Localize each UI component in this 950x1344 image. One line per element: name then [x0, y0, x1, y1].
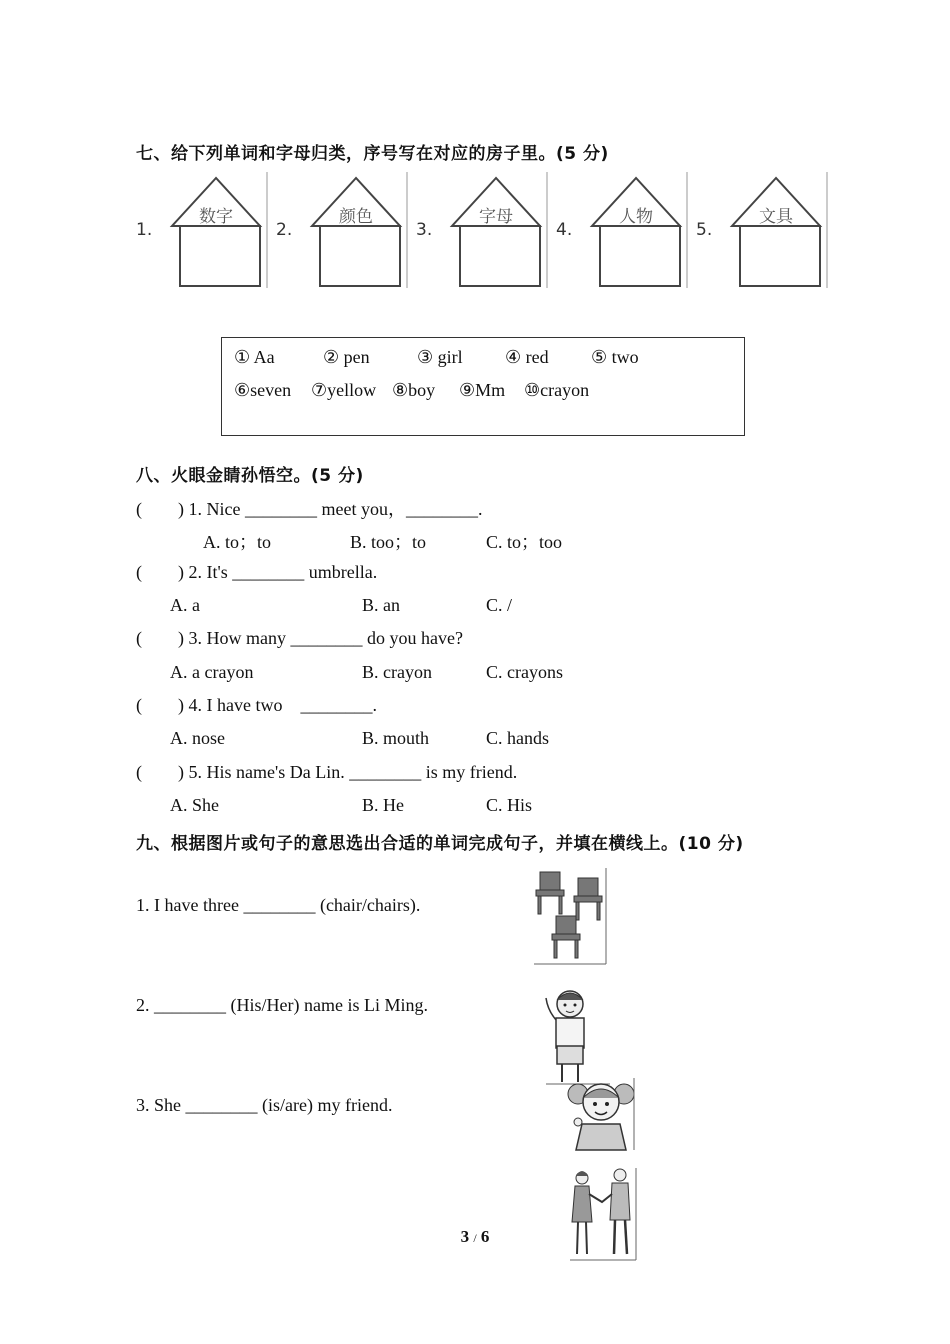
option-a: A. nose — [170, 728, 225, 748]
house-label: 文具 — [759, 207, 793, 227]
girl-illustration — [566, 1074, 638, 1154]
house-drawing — [308, 168, 408, 292]
current-page: 3 — [460, 1227, 470, 1246]
house-label: 人物 — [619, 207, 653, 227]
question-stem: ( ) 2. It's ________ umbrella. — [136, 562, 378, 582]
word-item: ⑦yellow — [311, 380, 377, 400]
house-drawing — [588, 168, 688, 292]
word-item: ⑤ two — [591, 347, 639, 367]
word-bank-box — [221, 337, 745, 436]
option-b: B. He — [362, 795, 404, 815]
house-2 — [276, 168, 416, 292]
option-b: B. an — [362, 595, 400, 615]
option-c: C. His — [486, 795, 533, 815]
option-a: A. a crayon — [170, 662, 254, 682]
house-label: 颜色 — [339, 207, 373, 227]
word-item: ⑩crayon — [524, 380, 590, 400]
house-number: 5. — [696, 220, 713, 240]
option-b: B. too；to — [350, 532, 427, 552]
house-row — [136, 168, 836, 292]
page-separator: / — [473, 1231, 477, 1245]
section8-title: 八、火眼金睛孙悟空。(5 分) — [136, 466, 364, 486]
word-item: ④ red — [505, 347, 549, 367]
section7-title: 七、给下列单词和字母归类，序号写在对应的房子里。(5 分) — [136, 144, 609, 164]
option-c: C. to；too — [486, 532, 563, 552]
option-b: B. crayon — [362, 662, 432, 682]
option-c: C. hands — [486, 728, 549, 748]
option-c: C. crayons — [486, 662, 563, 682]
page-number — [0, 1227, 950, 1247]
total-pages: 6 — [480, 1227, 490, 1246]
chairs-illustration — [528, 866, 610, 966]
house-4 — [556, 168, 696, 292]
house-label: 数字 — [199, 207, 233, 227]
word-item: ② pen — [323, 347, 370, 367]
house-label: 字母 — [479, 207, 513, 227]
house-1 — [136, 168, 276, 292]
sentence-item: 1. I have three ________ (chair/chairs). — [136, 895, 421, 915]
house-5 — [696, 168, 836, 292]
section9-title: 九、根据图片或句子的意思选出合适的单词完成句子，并填在横线上。(10 分) — [136, 834, 744, 854]
handshake-illustration — [566, 1164, 640, 1262]
word-item: ⑧boy — [392, 380, 436, 400]
house-number: 1. — [136, 220, 153, 240]
option-a: A. to；to — [203, 532, 272, 552]
option-a: A. a — [170, 595, 200, 615]
sentence-item: 3. She ________ (is/are) my friend. — [136, 1095, 393, 1115]
question-stem: ( ) 5. His name's Da Lin. ________ is my friend. — [136, 762, 518, 782]
house-3 — [416, 168, 556, 292]
house-number: 4. — [556, 220, 573, 240]
house-drawing — [728, 168, 828, 292]
house-number: 3. — [416, 220, 433, 240]
option-a: A. She — [170, 795, 219, 815]
option-b: B. mouth — [362, 728, 430, 748]
word-item: ③ girl — [417, 347, 463, 367]
house-drawing — [168, 168, 268, 292]
house-number: 2. — [276, 220, 293, 240]
word-item: ⑥seven — [234, 380, 292, 400]
question-stem: ( ) 1. Nice ________ meet you，________. — [136, 499, 483, 519]
question-stem: ( ) 4. I have two ________. — [136, 695, 377, 715]
word-item: ⑨Mm — [459, 380, 506, 400]
sentence-item: 2. ________ (His/Her) name is Li Ming. — [136, 995, 428, 1015]
option-c: C. / — [486, 595, 513, 615]
question-stem: ( ) 3. How many ________ do you have? — [136, 628, 463, 648]
house-drawing — [448, 168, 548, 292]
word-item: ① Aa — [234, 347, 275, 367]
